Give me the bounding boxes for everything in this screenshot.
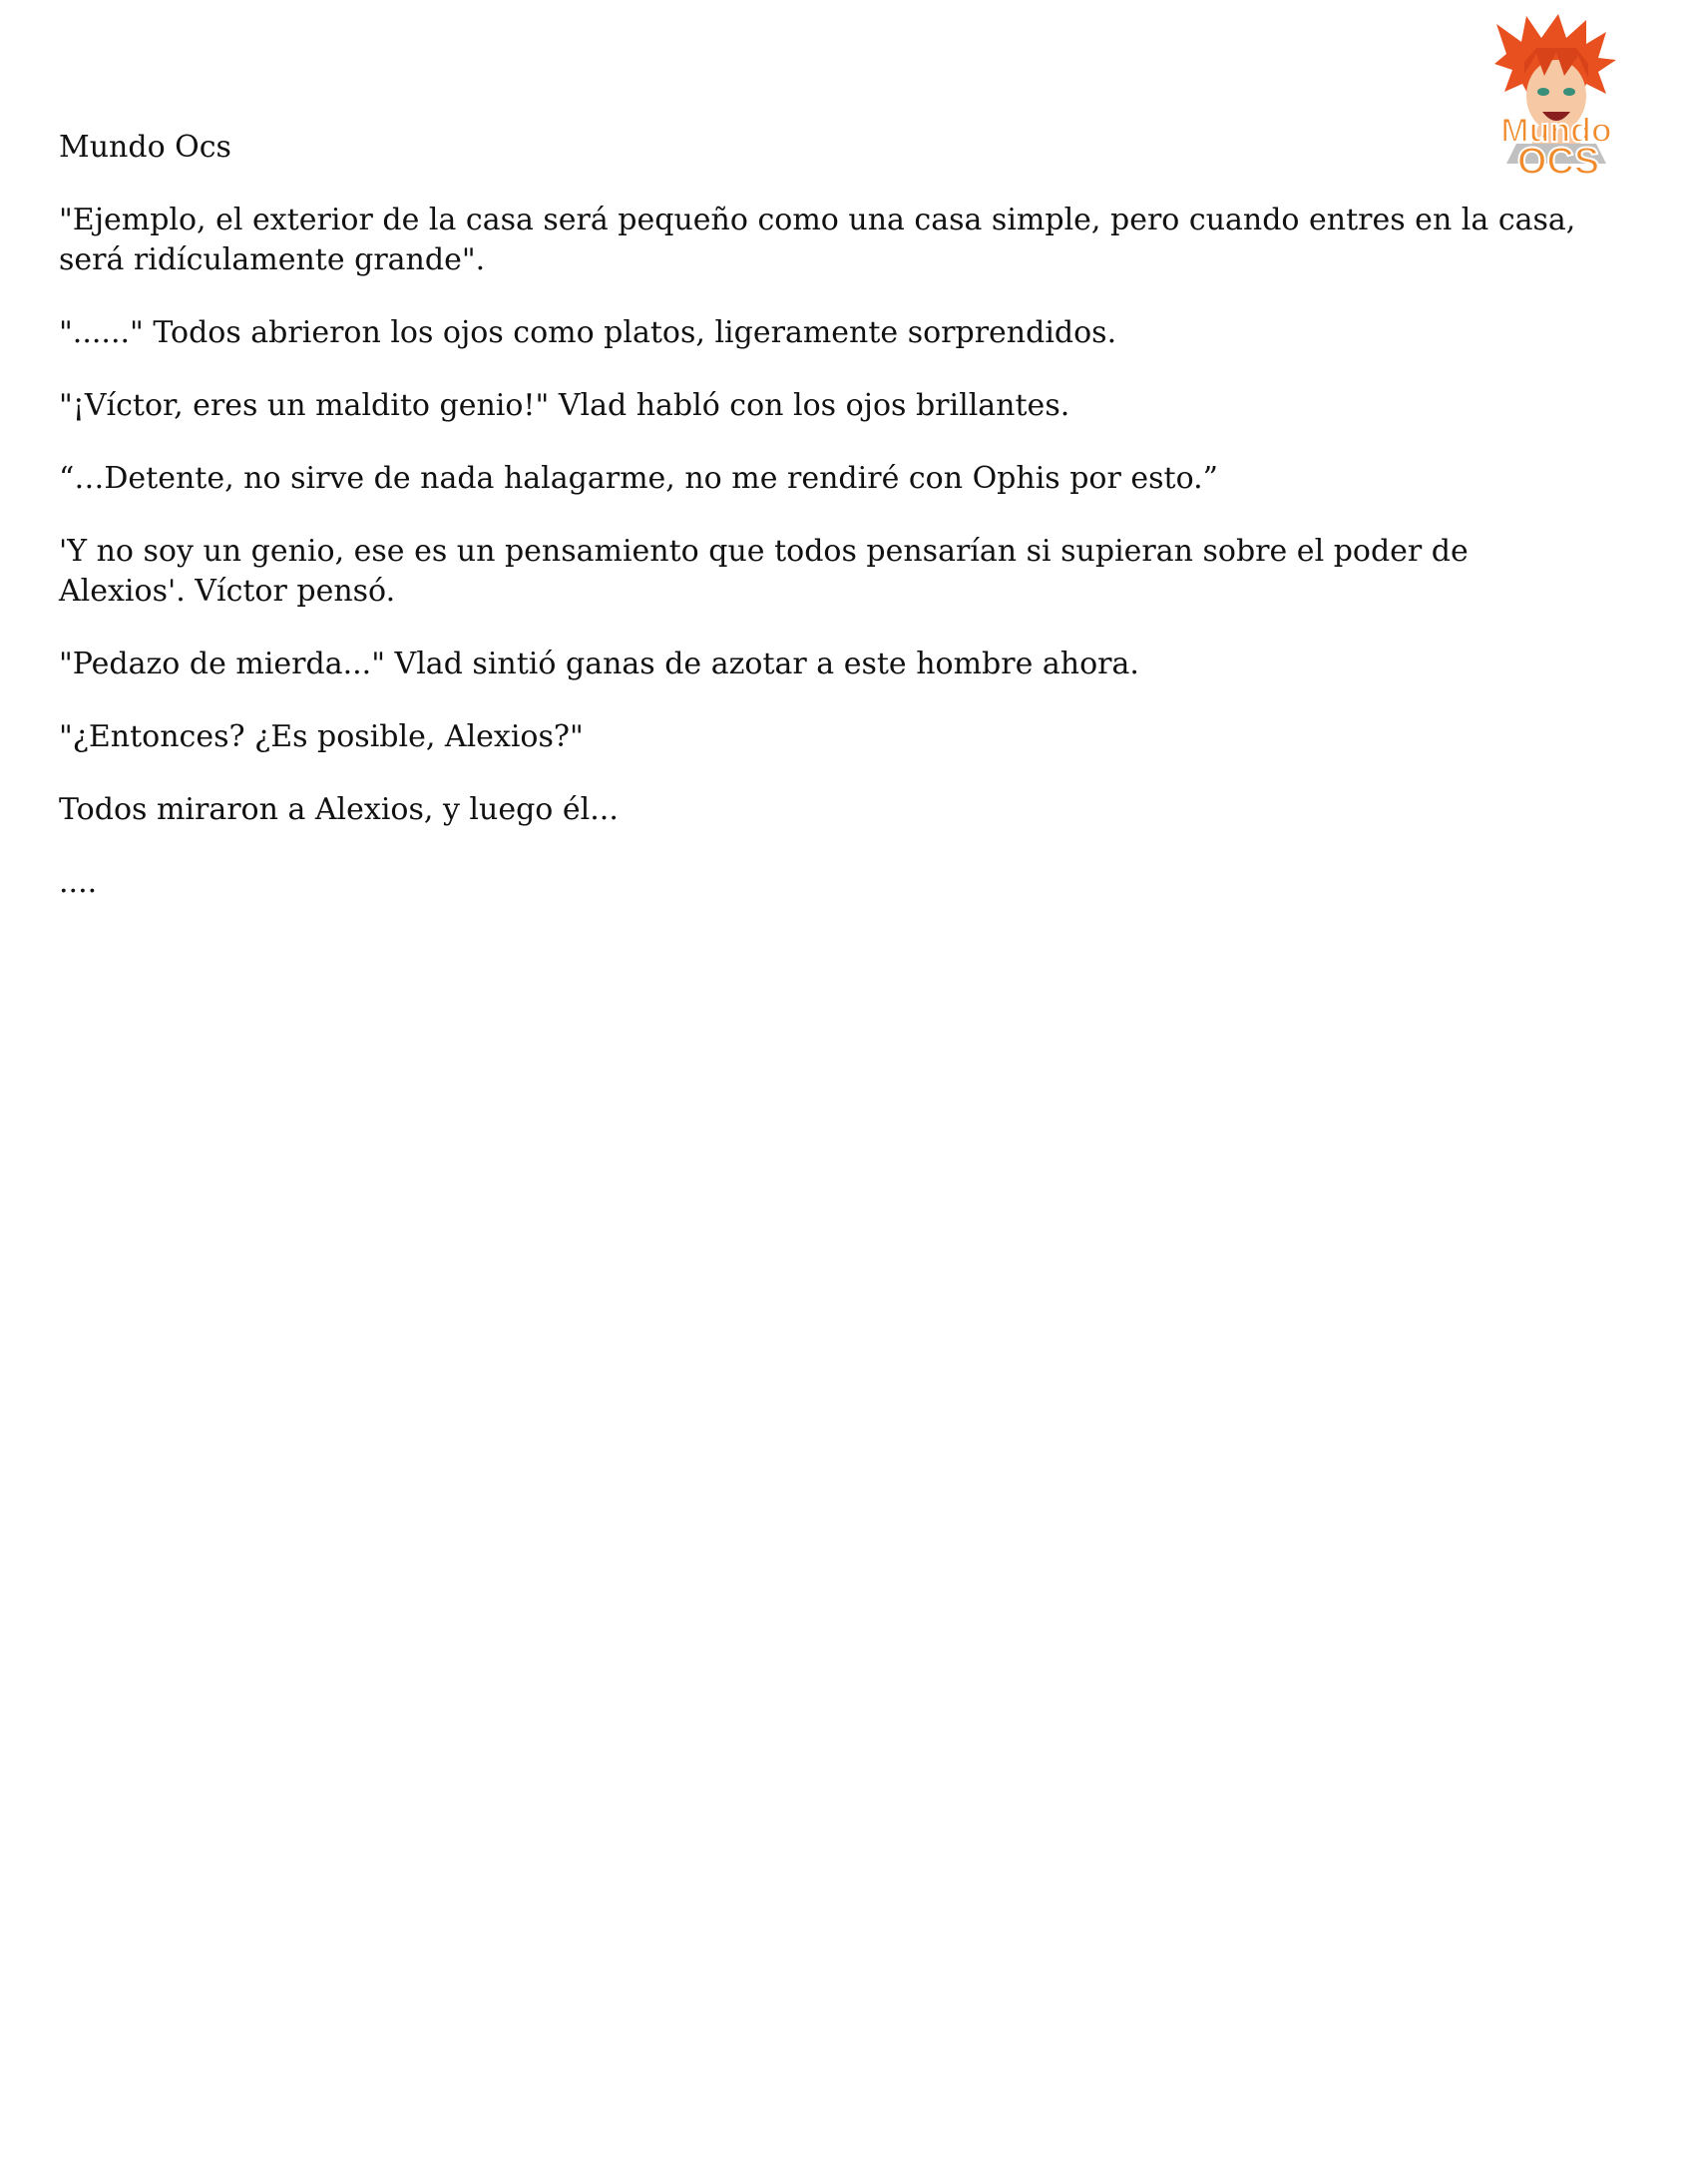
paragraph: "Ejemplo, el exterior de la casa será pequeño como una casa simple, pero cuando entres en la casa, será ridículamente grande". (59, 203, 1576, 277)
paragraph: "¿Entonces? ¿Es posible, Alexios?" (59, 719, 584, 754)
paragraph: "¡Víctor, eres un maldito genio!" Vlad habló con los ojos brillantes. (59, 388, 1070, 423)
paragraph: 'Y no soy un genio, ese es un pensamiento que todos pensarían si supieran sobre el poder de Alexios'. Víctor pensó. (59, 534, 1469, 609)
paragraph: .... (59, 865, 98, 900)
logo-text-line1: Mundo (1500, 112, 1612, 150)
paragraph: "......" Todos abrieron los ojos como platos, ligeramente sorprendidos. (59, 315, 1117, 350)
site-title: Mundo Ocs (59, 130, 231, 165)
paragraph: Todos miraron a Alexios, y luego él... (59, 792, 619, 827)
paragraph: “…Detente, no sirve de nada halagarme, no me rendiré con Ophis por esto.” (59, 461, 1218, 496)
logo-text-line2: OCS (1516, 141, 1600, 183)
paragraph: "Pedazo de mierda..." Vlad sintió ganas de azotar a este hombre ahora. (59, 647, 1139, 681)
document-body (59, 128, 1595, 936)
